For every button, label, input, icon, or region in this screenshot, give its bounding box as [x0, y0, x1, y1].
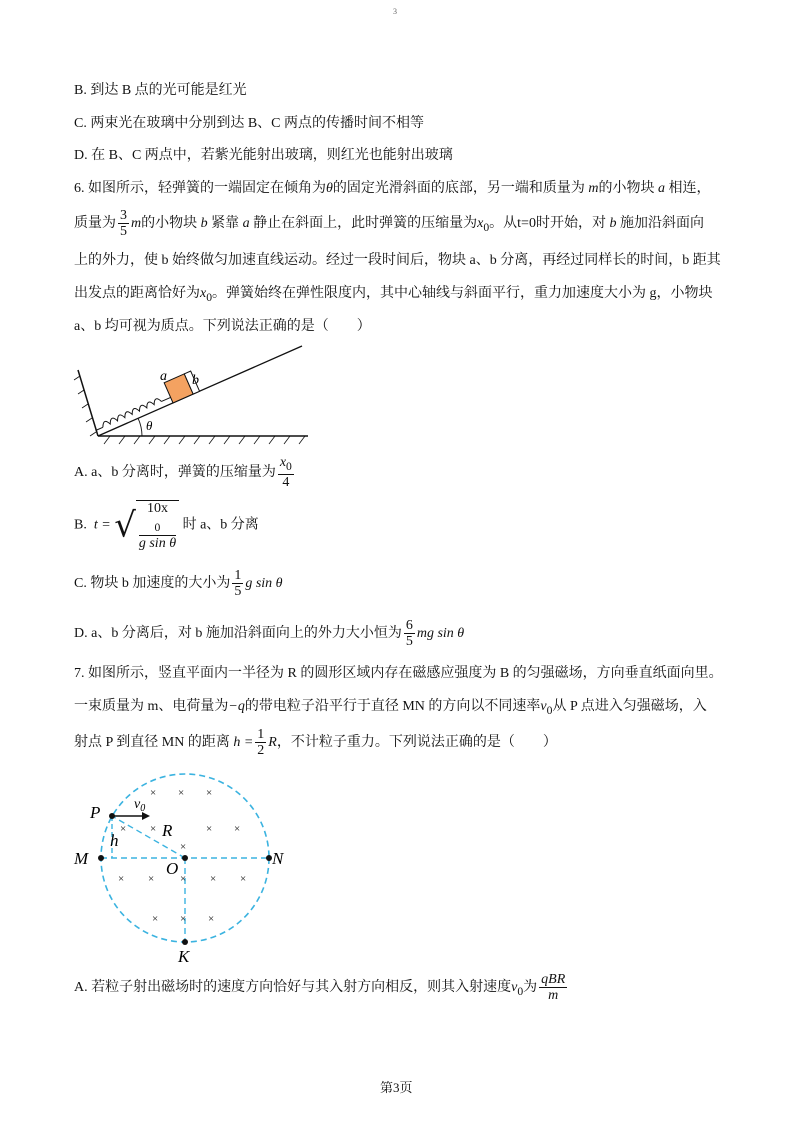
svg-text:×: × — [178, 787, 185, 799]
label-a: a — [160, 369, 167, 384]
point-o — [182, 855, 188, 861]
fraction-3-5: $\frac{3}{5}$ — [120, 208, 127, 240]
svg-text:×: × — [208, 913, 215, 925]
q7-stem-line1: 7. 如图所示，竖直平面内一半径为 R 的圆形区域内存在磁感应强度为 B 的匀强磁场，方向垂直纸面向里。 — [74, 666, 723, 681]
svg-text:×: × — [206, 787, 213, 799]
sqrt-symbol: √ — [114, 505, 136, 546]
fraction-6-5: $\frac{6}{5}$ — [405, 618, 413, 650]
svg-text:×: × — [148, 873, 155, 885]
label-m: M — [74, 849, 89, 868]
label-n: N — [272, 849, 284, 868]
svg-text:×: × — [206, 823, 213, 835]
point-k — [182, 939, 188, 945]
q5-option-b: B. 到达 B 点的光可能是红光 — [74, 83, 247, 98]
q7-field-figure — [70, 770, 290, 970]
label-k: K — [178, 947, 190, 966]
q6-incline-figure — [70, 340, 315, 450]
svg-text:×: × — [120, 823, 127, 835]
q6-stem-line4: 出发点的距离恰好为$x_0$。弹簧始终在弹性限度内，其中心轴线与斜面平行，重力加速度大小为 g，小物块 — [74, 286, 713, 304]
fraction-1-5: $\frac{1}{5}$ — [234, 568, 242, 600]
q7-stem-line2: 一束质量为 m、电荷量为−q的带电粒子沿平行于直径 MN 的方向以不同速率$v_0$从 P 点进入匀强磁场，入 — [74, 699, 707, 717]
q6-option-d: D. a、b 分离后，对 b 施加沿斜面向上的外力大小恒为 $\frac{6}{5}$ mg sin θ — [74, 618, 465, 650]
label-h: h — [110, 831, 119, 850]
svg-text:×: × — [150, 787, 157, 799]
label-r: R — [162, 821, 173, 840]
fraction-x0-4: $\frac{x_0}{4}$ — [279, 455, 292, 491]
fraction-qbr-m: $\frac{\text{qBR}}{m}$ — [541, 972, 566, 1004]
fraction-1-2: $\frac{1}{2}$ — [257, 727, 265, 759]
q7-stem-line3: 射点 P 到直径 MN 的距离 h = $\frac{1}{2}$ R，不计粒子重力。下列说法正确的是（ ） — [74, 727, 557, 759]
svg-text:×: × — [240, 873, 247, 885]
q6-option-b: B. t = √ 10x $_0$ g sin θ 时 a、b 分离 — [74, 501, 259, 551]
q7-option-a: A. 若粒子射出磁场时的速度方向恰好与其入射方向相反，则其入射速度$v_0$为 $\frac{\text{qBR}}{m}$ — [74, 972, 566, 1004]
svg-text:×: × — [180, 841, 187, 853]
q6-stem-line1: 6. 如图所示，轻弹簧的一端固定在倾角为θ的固定光滑斜面的底部，另一端和质量为 m的小物块 a 相连， — [74, 181, 711, 196]
theta-label: θ — [146, 418, 153, 433]
page-footer: 第3页 — [380, 1080, 413, 1095]
q6-stem-line3: 上的外力，使 b 始终做匀加速直线运动。经过一段时间后，物块 a、b 分离，再经过同样长的时间，b 距其 — [74, 253, 721, 268]
svg-text:×: × — [210, 873, 217, 885]
svg-text:×: × — [152, 913, 159, 925]
page-header-mark: 3 — [393, 7, 397, 16]
q6-stem-line5: a、b 均可视为质点。下列说法正确的是（ ） — [74, 319, 371, 334]
q5-option-c: C. 两束光在玻璃中分别到达 B、C 两点的传播时间不相等 — [74, 116, 425, 131]
label-v0: $v_0$ — [134, 797, 146, 814]
q6-stem-line2: 质量为 $\frac{3}{5}$ m的小物块 b 紧靠 a 静止在斜面上，此时弹簧的压缩量为$x_0$。从t=0时开始，对 b 施加沿斜面向 — [74, 208, 704, 240]
label-p: P — [90, 803, 101, 822]
label-o: O — [166, 859, 179, 878]
q6-option-c: C. 物块 b 加速度的大小为 $\frac{1}{5}$ g sin θ — [74, 568, 283, 600]
point-m — [98, 855, 104, 861]
point-p — [109, 813, 115, 819]
q5-option-d: D. 在 B、C 两点中，若紫光能射出玻璃，则红光也能射出玻璃 — [74, 148, 453, 163]
svg-text:×: × — [118, 873, 125, 885]
svg-text:×: × — [234, 823, 241, 835]
q6-option-a: A. a、b 分离时，弹簧的压缩量为 $\frac{x_0}{4}$ — [74, 455, 292, 491]
svg-text:×: × — [180, 873, 187, 885]
label-b: b — [192, 373, 199, 388]
svg-text:×: × — [180, 913, 187, 925]
svg-text:×: × — [150, 823, 157, 835]
